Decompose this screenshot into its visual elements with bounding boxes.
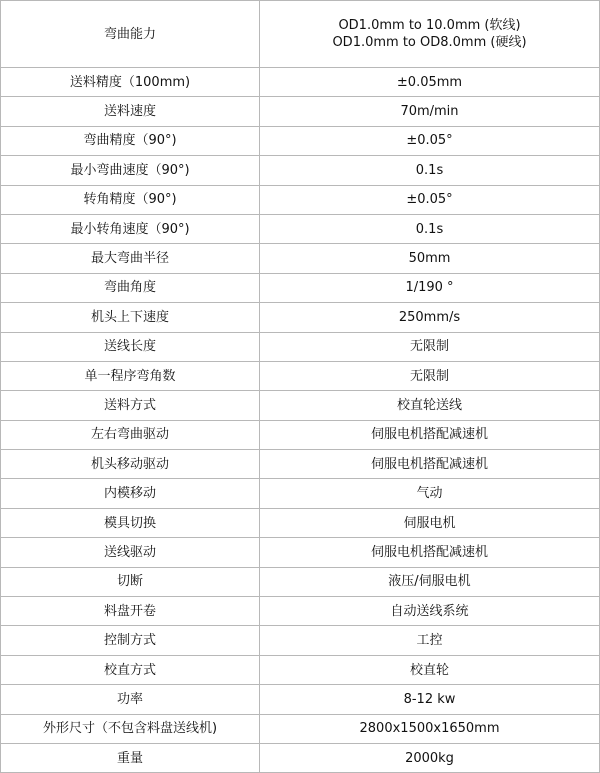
spec-table-body — [1, 1, 600, 773]
spec-label: 机头上下速度 — [1, 303, 260, 332]
spec-value: 8-12 kw — [260, 685, 600, 714]
spec-label: 弯曲能力 — [1, 1, 260, 68]
spec-label: 转角精度（90°) — [1, 185, 260, 214]
spec-value: 0.1s — [260, 156, 600, 185]
table-row — [1, 479, 600, 508]
table-row — [1, 332, 600, 361]
table-row — [1, 391, 600, 420]
table-row — [1, 743, 600, 772]
table-row — [1, 450, 600, 479]
table-row — [1, 361, 600, 390]
table-row — [1, 97, 600, 126]
table-row — [1, 567, 600, 596]
spec-value: ±0.05° — [260, 126, 600, 155]
table-row — [1, 244, 600, 273]
spec-label: 送料方式 — [1, 391, 260, 420]
spec-value — [260, 1, 600, 68]
spec-label: 控制方式 — [1, 626, 260, 655]
table-row — [1, 273, 600, 302]
spec-value: 0.1s — [260, 214, 600, 243]
spec-label: 左右弯曲驱动 — [1, 420, 260, 449]
spec-value: 70m/min — [260, 97, 600, 126]
spec-label: 送线驱动 — [1, 538, 260, 567]
table-row — [1, 655, 600, 684]
table-row — [1, 508, 600, 537]
spec-label: 送线长度 — [1, 332, 260, 361]
table-row — [1, 626, 600, 655]
spec-value-line-soft-wire: OD1.0mm to 10.0mm (软线) — [338, 18, 521, 33]
spec-label: 最大弯曲半径 — [1, 244, 260, 273]
spec-value: 2800x1500x1650mm — [260, 714, 600, 743]
spec-label: 外形尺寸（不包含料盘送线机) — [1, 714, 260, 743]
table-row — [1, 597, 600, 626]
spec-label: 送料精度（100mm) — [1, 68, 260, 97]
spec-value: 1/190 ° — [260, 273, 600, 302]
table-row — [1, 156, 600, 185]
table-row — [1, 685, 600, 714]
spec-value: ±0.05mm — [260, 68, 600, 97]
spec-value: 伺服电机搭配减速机 — [260, 420, 600, 449]
spec-label: 单一程序弯角数 — [1, 361, 260, 390]
spec-value: 无限制 — [260, 361, 600, 390]
spec-label: 弯曲精度（90°) — [1, 126, 260, 155]
spec-value: 伺服电机 — [260, 508, 600, 537]
spec-value: 校直轮 — [260, 655, 600, 684]
spec-label: 校直方式 — [1, 655, 260, 684]
spec-value: 工控 — [260, 626, 600, 655]
table-row — [1, 303, 600, 332]
spec-value: 50mm — [260, 244, 600, 273]
spec-value: 液压/伺服电机 — [260, 567, 600, 596]
spec-value: 250mm/s — [260, 303, 600, 332]
spec-label: 内模移动 — [1, 479, 260, 508]
table-row — [1, 185, 600, 214]
spec-value: ±0.05° — [260, 185, 600, 214]
table-row — [1, 538, 600, 567]
spec-label: 料盘开卷 — [1, 597, 260, 626]
spec-label: 机头移动驱动 — [1, 450, 260, 479]
spec-value: 自动送线系统 — [260, 597, 600, 626]
spec-label: 模具切换 — [1, 508, 260, 537]
spec-value: 伺服电机搭配减速机 — [260, 538, 600, 567]
spec-value: 气动 — [260, 479, 600, 508]
spec-label: 重量 — [1, 743, 260, 772]
spec-value: 校直轮送线 — [260, 391, 600, 420]
spec-value: 2000kg — [260, 743, 600, 772]
spec-label: 最小弯曲速度（90°) — [1, 156, 260, 185]
spec-label: 切断 — [1, 567, 260, 596]
table-row — [1, 420, 600, 449]
spec-label: 弯曲角度 — [1, 273, 260, 302]
table-row — [1, 126, 600, 155]
table-row-bending-capacity — [1, 1, 600, 68]
table-row — [1, 68, 600, 97]
spec-label: 送料速度 — [1, 97, 260, 126]
spec-value: 伺服电机搭配减速机 — [260, 450, 600, 479]
spec-value-line-hard-wire: OD1.0mm to OD8.0mm (硬线) — [332, 35, 527, 50]
spec-label: 最小转角速度（90°) — [1, 214, 260, 243]
spec-label: 功率 — [1, 685, 260, 714]
table-row — [1, 214, 600, 243]
table-row — [1, 714, 600, 743]
spec-value: 无限制 — [260, 332, 600, 361]
